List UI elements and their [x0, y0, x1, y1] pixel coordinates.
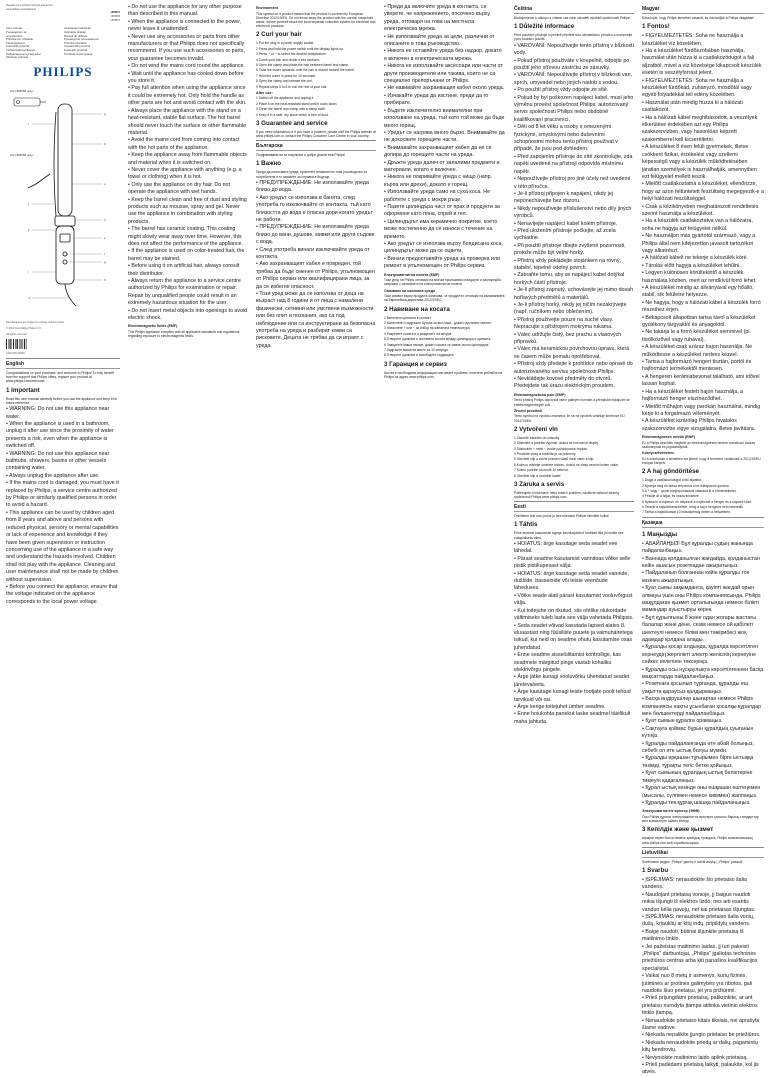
czech-paragraph: • Je-li přístroj připojen k napájení, nikdy jej neponechávejte bez dozoru. — [514, 190, 614, 205]
bulgarian-curl-step: 6 Завъртете маша нагоре, докато косата се навие около цилиндъра. — [384, 342, 490, 347]
english-intro: Congratulations on your purchase, and welcome to Philips! To fully benefit from the support that Philips offers, register your product at www.philips.com/welcome. — [6, 370, 114, 384]
english-paragraph: • Avoid the mains cord from coming into contact with the hot parts of the appliance. — [128, 137, 240, 151]
marker-d: d — [104, 217, 106, 222]
bulgarian-paragraph: • Цилиндърът има керамично покритие, което може постепенно да се износи с течение на времето. — [384, 218, 498, 240]
hungarian-paragraph: • Ha a készüléket festett hajon használja, a hajformázó henger elszíneződhet. — [642, 388, 744, 403]
kazakh-paragraph: • Құралды әрқашан тұғырымен бірге ыстыққа төзімді, тұрақты тегіс бетке қойыңыз. — [642, 755, 754, 769]
bulgarian-guarantee-heading: 3 Гаранция и сервиз — [384, 360, 447, 368]
hungarian-paragraph: • Ha a hálózati kábel meghibásodott, a veszélyek elkerülése érdekében azt egy Philips szakszervizben, vagy hasonlóan képzett szakemberrel kell kicseréltetni. — [642, 114, 758, 143]
legend-item: Korisnički priručnik — [6, 44, 30, 49]
lithuanian-paragraph: • Jei pažeistas maitinimo laidas, jį turi pakeisti „Philips“ darbuotojai, „Philips“ įgaliotas techninės priežiūros centras arba kiti panašios kvalifikacijos specialistai. — [642, 943, 758, 972]
czech-paragraph: • Přístroj vždy pokládejte stojánkem na rovný, stabilní, tepelně odolný povrch. — [514, 257, 621, 271]
czech-curl-step: 1 Zasuňte zástrčku do zásuvky. — [514, 435, 560, 440]
english-paragraph: • When the appliance is used in a bathroom, unplug it after use since the proximity of water presents a risk, even when the appliance is switched off. — [6, 421, 114, 450]
lithuanian-intro: Sveikiname įsigijus „Philips“ gaminį ir sveiki atvykę į „Philips“ pasaulį! — [642, 859, 743, 864]
bulgarian-intro: Поздравяваме ви за покупката и добре дошли във Philips! — [256, 153, 346, 158]
english-paragraph: • Before using it on artificial hair, always consult their distributor. — [128, 263, 240, 277]
after-step: 4 Keep it in a safe, dry place which is free of dust. — [256, 112, 329, 117]
english-guarantee-text: If you need information or if you have a problem, please visit the Philips website at www.philips.com or contact the Philips Customer Care Centre in your country. — [256, 129, 376, 138]
bulgarian-curl-step: 1 Включете щепсела в контакт. — [384, 315, 432, 320]
english-paragraph: • WARNING: Do not use this appliance near water. — [6, 406, 110, 420]
english-paragraph: • Never use any accessories or parts from other manufacturers or that Philips does not specifically recommend. If you use such accessories or parts, your guarantee becomes invalid. — [128, 33, 245, 62]
legend-item: Посібник користувача — [64, 51, 93, 56]
hungarian-paragraph: • Tárolás előtt hagyja a készüléket lehűlni. — [642, 262, 741, 269]
bulgarian-paragraph: • Уредът се нагрява много бързо. Внимавайте да не докосвате горещите части. — [384, 129, 505, 144]
kazakh-paragraph: • Сақтауға қоймас бұрын құралдың суығанын күтіңіз. — [642, 725, 754, 740]
kazakh-paragraph: • АБАЙЛАҢЫЗ! Бұл құралды судың жанында пайдаланбаңыз. — [642, 540, 753, 555]
lithuanian-paragraph: • Naudojant prietaisą vonioje, jį baigus naudoti reikia išjungti iš elektros lizdo, nes arti esantis vanduo kelia pavojų, net kai prietaisas išjungtas. — [642, 891, 756, 913]
lithuanian-paragraph: • ĮSPĖJIMAS: nenaudokite prietaiso šalia vonių, dušų, kriauklių ar kitų indų, pripildytų vandens. — [642, 913, 755, 928]
lithuanian-paragraph: • ĮSPĖJIMAS: nenaudokite šio prietaiso šalia vandens. — [642, 876, 747, 891]
czech-paragraph: • Přístroj používejte pouze na suché vlasy. Nepracujte s přístrojem mokrýma rukama. — [514, 316, 614, 331]
czech-curl-heading: 2 Vytvoření vln — [514, 425, 558, 433]
legend-item: Ръководство за — [6, 30, 27, 35]
hungarian-paragraph: • FIGYELMEZTETÉS: Soha ne használja a készüléket fürdőkád, zuhanyzó, mosdótál vagy egyéb folyadékkal teli edény közelében. — [642, 77, 752, 99]
english-paragraph: • Pay full attention when using the appliance since it could be extremely hot. Only hold the handle as other parts are hot and avoid contact with the skin. — [128, 85, 247, 107]
bulgarian-paragraph: • Използвайте уреда само на суха коса. Не работете с уреда с мокри ръце. — [384, 189, 491, 203]
czech-paragraph: • Děti od 8 let věku a osoby s omezenými fyzickými, smyslovými nebo duševními schopnostmi mohou tento přístroj používat v případě, že jsou pod dohledem. — [514, 124, 618, 153]
curl-step: 9 Repeat steps 5 to 8 to curl the rest of your hair. — [256, 84, 328, 89]
column-3 — [252, 0, 380, 994]
english-paragraph: • When the appliance is connected to the power, never leave it unattended. — [128, 18, 242, 33]
bulgarian-paragraph: • Не използвайте уреда за цели, различни от описаните в това ръководство. — [384, 33, 495, 48]
kazakh-paragraph: • Басқа өндірушілер шығарған немесе Philips компаниясы нақты ұсынбаған қосалқы құралдар мен бөлшектерді пайдаланбаңыз. — [642, 696, 761, 718]
philips-logo: PHILIPS — [33, 63, 93, 79]
legend-item: Kasutusjuhend — [6, 40, 25, 45]
lang-heading-kazakh: Қазақша — [642, 520, 764, 528]
czech-paragraph: • Přístroj vždy předejte k prohlídce nebo opravě do autorizovaného servisu společnosti Philips. — [514, 361, 633, 375]
marker-a: a — [104, 111, 106, 116]
curler-illustration — [6, 84, 122, 312]
legend-item: Lietošanas instrukcija — [64, 26, 91, 31]
register-url[interactable]: www.philips.com/welcome — [6, 8, 37, 12]
estonian-intro: Õnnitleme teid ostu puhul ja tere tulemast Philipsi klientide hulka! — [514, 514, 609, 519]
marker-g: g — [104, 259, 106, 264]
marker-f: f — [104, 251, 105, 256]
bulgarian-curl-step: 5 Отворете щипката и поставете косата между цилиндъра и щипката. — [384, 337, 492, 342]
czech-paragraph: • Nenavíjejte napájecí kabel kolem přístroje. — [514, 220, 618, 227]
legend-item: Felhasználói kézikönyв — [6, 48, 35, 53]
legend-item: Пайдаланушы нұсқаулығы — [6, 51, 41, 56]
czech-paragraph: • Nepoužívejte přístroj pro jiné účely než uvedené v této příručce. — [514, 176, 631, 190]
hungarian-curl-step: 2 Nyomja meg és tartsa lenyomva a be-/kikapcsoló gombot. — [642, 483, 730, 488]
czech-paragraph: • Před zapojením přístroje do sítě zkontrolujte, zda napětí uvedené na přístroji odpovídá místnímu napětí. — [514, 153, 633, 175]
kazakh-paragraph: • Құралды осы нұсқаулықта көрсетілгеннен басқа мақсаттарда пайдаланбаңыз. — [642, 666, 764, 680]
bulgarian-paragraph: • Дръжте уреда далеч от запалими предмети и материали, когато е включен. — [384, 159, 500, 173]
language-legend — [6, 27, 120, 59]
curl-step: 5 Open the clamp and place the hair between barrel and clamp. — [256, 62, 349, 67]
hungarian-paragraph: • Ne hagyja, hogy a hálózati kábel a készülék forró részeihez érjen. — [642, 299, 761, 314]
bulgarian-curl-step: 2 Натиснете и задръжте бутона за вкл./изкл., докато дисплеят светне. — [384, 321, 492, 326]
czech-paragraph: • Válec udržujte čistý, bez prachu a vlasových přípravků. — [514, 331, 622, 346]
legend-item: User manual — [6, 26, 22, 31]
hungarian-paragraph: • Ha a készülék csatlakoztatva van a hálózatra, soha ne hagyja azt felügyelet nélkül. — [642, 218, 753, 232]
lithuanian-paragraph: • Baigę naudoti, būtinai išjunkite prietaisą iš maitinimo tinklo. — [642, 928, 744, 943]
legend-item: Manual de utilizare — [64, 33, 88, 38]
czech-paragraph: • Pokud přístroj používáte v koupelně, odpojte po použití jeho síťovou zástrčku ze zásuvky. — [514, 57, 630, 72]
czech-curl-step: 7 Kulmu podržte na místě 10 sekund. — [514, 468, 569, 473]
lithuanian-paragraph: • Vaikai nuo 8 metų ir asmenys, kurių fizinės, jutiminės ar protinės galimybės yra ribotos, gali naudotis šiuo prietaisu, jei yra prižiūrimi. — [642, 973, 753, 995]
column-5 — [510, 0, 638, 994]
divider — [256, 140, 376, 141]
kazakh-paragraph: • Бұл құрылғыны 8 және одан жоғары жастағы балалар және дене, сезім немесе ой қабілеті шектеулі немесе білімі мен тәжірибесі жоқ адамдар қолдана алады. — [642, 614, 757, 643]
kazakh-paragraph: • Қуат сымын құралға орамаңыз. — [642, 718, 723, 725]
bulgarian-emf-text: Този уред на Philips отговаря на всички приложими стандарти и разпоредби, свързани с излагането на електромагнитни полета. — [384, 278, 502, 287]
english-paragraph: • Never cover the appliance with anything (e.g. a towel or clothing) when it is hot. — [128, 166, 242, 181]
figure-label-mid: (for HP8658 only) — [10, 152, 34, 157]
english-emf-text: This Philips appliance complies with all applicable standards and regulations regarding exposure to electromagnetic fields. — [128, 330, 240, 339]
kazakh-paragraph: • Құрал ыстық кезінде оны ешқашан ештеңемен (мысалы, сүлгімен немесе киіммен) жаппаңыз. — [642, 785, 761, 799]
english-paragraph: • Keep the barrel clean and free of dust and styling products such as mousse, spray and gel. Never use the appliance in combination with styling products. — [128, 196, 247, 225]
kazakh-paragraph: • Пайдаланып болғаннан кейін құралды ток көзінен ажыратыңыз. — [642, 570, 750, 584]
estonian-paragraph: • Seda seadet võivad kasutada lapsed alates 8. eluaastast ning füüsiliste puuete ja vaimuhäiretega isikud, kui neid on seadme ohutu kasutamise osas juhendatud. — [514, 622, 633, 651]
legend-item: потребителя — [6, 33, 23, 38]
english-paragraph: • Do not insert metal objects into openings to avoid electric shock. — [128, 307, 248, 322]
bulgarian-paragraph: Преди да използвате уреда, прочетете внимателно това ръководство за потребителя и го запазете за справка в бъдеще. — [256, 170, 367, 179]
hungarian-env-text: Ez a szimbólum a terméken azt jelenti, hogy a termékre vonatkozik a 2012/19/EU európai irányelv. — [642, 456, 761, 465]
kazakh-paragraph: • Құралды пайдаланғанда өте абай болыңыз, себебі ол өте ыстық болуы мүмкін. — [642, 740, 754, 755]
czech-paragraph: • VAROVÁNÍ: Nepoužívejte přístroj v blízkosti van, sprch, umyvadel nebo jiných nádob s vodou. — [514, 72, 633, 86]
model-number: HP8657 — [110, 10, 120, 14]
kazakh-paragraph: • Розеткаға қосылып тұрғанда, құралды еш уақытта қараусыз қалдырмаңыз. — [642, 681, 749, 695]
hungarian-paragraph: • Bekapcsolt állapotban tartsa távol a készüléket gyúlékony tárgyaktól és anyagoktól. — [642, 314, 756, 329]
czech-curl-step: 5 Otevřete klip a vložte pramen vlasů mezi válec a klip. — [514, 457, 595, 462]
english-paragraph: • Only use the appliance on dry hair. Do not operate the appliance with wet hands. — [128, 181, 230, 196]
kazakh-emf-heading: Электромагниттік өрістер (ЭМӨ) — [642, 809, 700, 814]
lang-heading-lithuanian: Lietuviškai — [642, 850, 764, 858]
hungarian-paragraph: • A hálózati kábelt ne tekerje a készülék köré. — [642, 255, 749, 262]
hungarian-paragraph: • FIGYELMEZTETÉS: Soha ne használja a készüléket víz közelében. — [642, 33, 744, 47]
bulgarian-paragraph: • Внимавайте захранващият кабел да не се допира до горещите части на уреда. — [384, 144, 492, 159]
czech-env-text: Tento symbol na výrobku znamená, že se na výrobek vztahuje směrnice EU 2012/19/EU. — [514, 414, 625, 423]
after-step: 1 Switch off the appliance and unplug it. — [256, 96, 315, 101]
czech-paragraph: • Při použití přístroje dbejte zvýšené pozornosti, protože může být velmi horký. — [514, 242, 626, 257]
marker-l: l — [28, 269, 29, 274]
curl-step: 8 Open the clamp and release the curl. — [256, 79, 313, 84]
lithuanian-paragraph: • Nevyniokite maitinimo laido aplink prietaisą. — [642, 1054, 748, 1061]
marker-c: c — [104, 181, 106, 186]
bulgarian-paragraph: • ПРЕДУПРЕЖДЕНИЕ: Не използвайте уреда близо до вани, душове, мивки или други съдове с вода. — [256, 224, 375, 246]
english-curl-heading: 2 Curl your hair — [256, 31, 302, 39]
english-paragraph: • Always place the appliance with the stand on a heat-resistant, stable flat surface. The hot barrel should never touch the surface or other flammable material. — [128, 107, 247, 136]
bulgarian-paragraph: • Винаги предоставяйте уреда за проверка или ремонт в упълномощен от Philips сервиз. — [384, 255, 501, 270]
english-paragraph: • Always unplug the appliance after use. — [6, 472, 100, 479]
czech-paragraph: • Nevkládejte kovové předměty do otvorů. Předejdete tak úrazu elektrickým proudem. — [514, 376, 615, 390]
czech-paragraph: Před použitím přístroje si pečlivě přečtěte tuto uživatelskou příručku a uschovejte ji pro budoucí použití. — [514, 33, 633, 42]
register-line: Register your product and get support at — [6, 4, 53, 7]
hungarian-curl-step: 3 A + vagy − gomb megnyomásával válassza ki a hőmérsékletet. — [642, 488, 737, 493]
model-block — [6, 11, 120, 24]
bulgarian-emf-heading: Електромагнитни полета (EMF) — [384, 272, 440, 277]
rights: All rights reserved. — [6, 333, 28, 337]
kazakh-section-important: 1 Маңызды — [642, 530, 678, 538]
hungarian-paragraph: • A készüléket kizárólag Philips hivatalos szakszervizbe vigye vizsgálatra, illetve javításra. — [642, 418, 756, 432]
bulgarian-paragraph: • Този уред може да се използва от деца на възраст над 8 години и от лица с намалени физически, сетивни или умствени възможности или без опит и познания, ако са под наблюдение или са инструктирани за безопасна употреба на уреда и разбират какви са рисковете. Децата не трябва да си играят с уреда. — [256, 291, 376, 349]
kazakh-guarantee-heading: 3 Кепілдік және қызмет — [642, 826, 714, 834]
after-step: 2 Place it on the heat-resistant stand until it cools down. — [256, 101, 338, 106]
czech-curl-step: 8 Otevřete klip a uvolněte kadeř. — [514, 473, 562, 478]
marker-h: h — [104, 277, 106, 282]
marker-m: m — [28, 295, 31, 300]
bulgarian-curl-heading: 2 Навиване на косата — [384, 305, 450, 313]
hungarian-paragraph: • Mielőtt műhajon vagy parókán használná, mindig kérje ki a forgalmazó véleményét. — [642, 403, 761, 417]
estonian-paragraph: • Ärge kasutage kunagi teiste tootjate poolt tehtud tarvikuid või osi. — [514, 689, 631, 703]
english-paragraph: • If the appliance is used on color-treated hair, the barrel may be stained. — [128, 248, 245, 262]
bulgarian-paragraph: • Изчакайте уреда да изстине, преди да го прибирате. — [384, 92, 489, 107]
hungarian-section-important: 1 Fontos! — [642, 23, 670, 31]
bulgarian-paragraph: • Ако уредът се използва върху боядисана коса, цилиндърът може да се оцвети. — [384, 241, 503, 255]
legend-item: Příručka pro uživatele — [6, 37, 34, 42]
czech-curl-step: 6 Kulmou otáčejte směrem nahoru, dokud se vlasy neoviní kolem válce. — [514, 462, 619, 467]
hungarian-curl-step: 4 Fésülje át a haját, és ossza tincsekre. — [642, 494, 700, 499]
czech-paragraph: • VAROVÁNÍ: Nepoužívejte tento přístroj v blízkosti vody. — [514, 42, 634, 57]
hungarian-paragraph: • A készüléket 8 éven felüli gyermekek, illetve csökkent fizikai, érzékelési vagy szellemi képességű vagy a készülék működtetésében járatlan személyek is használhatják, amennyiben ezt felügyelet mellett teszik. — [642, 144, 757, 180]
english-paragraph: • Always return the appliance to a service centre authorized by Philips for examination or repair. Repair by unqualified people could result in an extremely hazardous situation for the user. — [128, 278, 241, 307]
marker-e: e — [104, 235, 106, 240]
hungarian-intro: Köszönjük, hogy Philips terméket vásárolt, és üdvözöljük a Philips világában! — [642, 16, 755, 20]
bulgarian-paragraph: • Ако уредът се използва в банята, след употреба го изключвайте от контакта, тъй като близостта до вода е опасна дори когато уредът не работи. — [256, 194, 374, 223]
estonian-paragraph: • Ärge jätke kunagi vooluvõrku ühendatud seadet järelevalveta. — [514, 674, 630, 688]
english-paragraph: • The barrel has ceramic coating. This coating might slowly wear away over time. However, this does not affect the performance of the appliance. — [128, 226, 244, 247]
lithuanian-section-important: 1 Svarbu — [642, 866, 669, 874]
bulgarian-paragraph: • Бъдете изключително внимателни при използване на уреда, тъй като той може да бъде много горещ. — [384, 107, 505, 129]
estonian-paragraph: • Võtke seade alati pärast kasutamist vooluvõrgust välja. — [514, 592, 633, 607]
hungarian-paragraph: • Tartsa a hajformázó hengert tisztán, portól és hajformázó termékektől mentesen. — [642, 359, 752, 373]
spec-notice: Specifications are subject to change without notice — [6, 321, 65, 325]
divider — [6, 358, 120, 359]
divider — [642, 847, 764, 848]
english-emf-heading: Electromagnetic fields (EMF) — [128, 324, 178, 329]
czech-emf-text: Tento přístroj Philips odpovídá všem platným normám a předpisům týkajícím se elektromagnetických polí. — [514, 398, 630, 407]
divider — [514, 501, 634, 502]
estonian-paragraph: • Enne hoiukohta panekut laske seadmel täielikult maha jahtuda. — [514, 711, 631, 725]
czech-curl-step: 3 Stisknutím + nebo − zvolte požadovanou teplotu. — [514, 446, 589, 451]
estonian-paragraph: • Pärast seadme kasutamist vannitoas võtke selle pistik pistikupesast välja. — [514, 555, 631, 570]
bulgarian-paragraph: • Никога не покривайте уреда с нищо (напр. кърпа или дрехи), докато е горещ. — [384, 174, 493, 188]
lithuanian-paragraph: • Niekada nenaudokite priedų ar dalių, pagamintų kitų bendrovių. — [642, 1039, 758, 1054]
hungarian-curl-heading: 2 A haj göndörítése — [642, 468, 699, 476]
hungarian-paragraph: • A készüléket csak száraz hajon használja. Ne működtesse a készüléket nedves kézzel. — [642, 344, 753, 358]
czech-guarantee-text: Potřebujete-li informace nebo máte-li problém, navštivte webové stránky společnosti Philips www.philips.com. — [514, 490, 620, 500]
bulgarian-env-text: Този символ върху продукта означава, че продуктът отговаря на изискванията на Европейска директива 2012/19/ЕС. — [384, 294, 505, 303]
lithuanian-paragraph: • Prieš padėdami prietaisą laikyti, palaukite, kol jis atvės. — [642, 1062, 759, 1076]
kazakh-paragraph: • Ваннада қолданылған жағдайда, қолданыстан кейін ашасын розеткадан ажыратыңыз. — [642, 555, 760, 569]
marker-k: k — [28, 227, 30, 232]
hungarian-paragraph: • Használat után mindig húzza ki a hálózati csatlakozót. — [642, 99, 743, 114]
czech-curl-step: 4 Pročešte vlasy a rozdělte je na prameny. — [514, 452, 577, 457]
kazakh-paragraph: • Құралды тек құрғақ шашқа пайдаланыңыз. — [642, 799, 751, 806]
lithuanian-paragraph: • Prieš prijungdami prietaisą, patikrinkite, ar ant prietaiso nurodyta įtampa atitinka vietinio elektros tinklo įtampą. — [642, 995, 758, 1017]
bulgarian-curl-step: 3 Натиснете + или − за избор на желаната температура. — [384, 326, 471, 331]
column-6 — [638, 0, 768, 1076]
model-variant-2: HP8657 — [110, 19, 120, 23]
bulgarian-paragraph: • Не навивайте захранващия кабел около уреда. — [384, 85, 505, 92]
czech-paragraph: • Nikdy nepoužívejte příslušenství nebo díly jiných výrobců. — [514, 205, 632, 220]
kazakh-paragraph: • Қуат сымы зақымданса, қауіпті жағдай орын алмауы үшін оны Philips компаниясында, Philips мақұлдаған қызмет орталығында немесе білікті мамандар ауыстыруы керек. — [642, 585, 761, 614]
hungarian-paragraph: • Ha a készüléket fürdőszobában használja, használat után húzza ki a csatlakozódugót a fali aljzatból, mivel a víz közelsége kikapcsolt készülék esetén is veszélyforrást jelent. — [642, 48, 762, 77]
kazakh-guarantee-text: Ақпарат керек болса немесе қиындық туындаса, Philips компаниясының www.philips.com веб-торабына кіріңіз. — [642, 836, 753, 845]
hungarian-emf-text: Ez a Philips készülék megfelel az elektromágneses terekre vonatkozó összes szabványnak és jogszabálynak. — [642, 440, 756, 449]
czech-paragraph: • Před uložením přístroje počkejte, až zcela vychladne. — [514, 227, 616, 242]
estonian-paragraph: • HOIATUS: ärge kasutage seda seadet vee lähedal. — [514, 541, 618, 555]
hungarian-paragraph: • A készüléket mindig az állványával egy hőálló, stabil, sík felületre helyezze. — [642, 285, 754, 299]
czech-paragraph: • Zabraňte tomu, aby se napájecí kabel dotýkal horkých částí přístroje. — [514, 272, 625, 286]
kazakh-emf-text: Осы Philips құралы электромагниттік өрістерге қатысты барлық стандарттар мен ережелерге сәйкес келеді. — [642, 814, 759, 824]
czech-paragraph: • Válec má keramickou povrchovou úpravu, která se časem může pomalu opotřebovat. — [514, 346, 630, 360]
kazakh-paragraph: • Қуат сымының құралдың ыстық бөліктеріне тимеуін қадағалаңыз. — [642, 770, 753, 784]
figure-label-top: (for HP8658 only) — [10, 88, 34, 93]
estonian-paragraph: • Enne seadme sisselülitamist kontrollige, kas seadmele märgitud pinge vastab kohaliku elektrivõrgu pingele. — [514, 652, 621, 673]
column-2 — [124, 0, 252, 994]
hungarian-paragraph: • Csak a kézikönyvben meghatározott rendeltetés szerint használja a készüléket. — [642, 203, 759, 217]
english-paragraph: • Do not use the appliance for any other purpose than described in this manual. — [128, 4, 242, 18]
legend-item: Vartotojo vadovas — [6, 55, 29, 60]
estonian-paragraph: • Kui toitejuhe on rikutud, siis ohtlike olukordade vältimiseks tuleb lasta see välja vahetada Philipsis. — [514, 607, 634, 622]
marker-b: b — [104, 141, 106, 146]
hungarian-paragraph: • Ne takarja le a forró készüléket semmivel (pl. törölközővel vagy ruhával). — [642, 329, 752, 343]
hungarian-curl-step: 6 Tekerje a hajsütővasat felfelé, amíg a haj a hengerre nem tekeredik. — [642, 505, 744, 510]
czech-paragraph: • Je-li přístroj horký, nikdy jej ničím nezakrývejte (např. ručníkem nebo oblečením). — [514, 302, 627, 316]
curl-step: 2 Press and hold the power switch until the display lights up. — [256, 46, 344, 51]
english-paragraph: • Before you connect the appliance, ensure that the voltage indicated on the appliance corresponds to the local power voltage. — [6, 583, 118, 605]
english-section-important: 1 Important — [6, 386, 40, 394]
hungarian-curl-step: 7 Tartsa a hajsütővasat 10 másodpercig ebben a helyzetben. — [642, 510, 731, 515]
curl-step: 7 Hold the curler in place for 10 seconds. — [256, 73, 316, 78]
czech-guarantee-heading: 3 Záruka a servis — [514, 480, 565, 488]
legend-item: Instrukcja obsługi — [64, 30, 86, 35]
footer-block — [6, 321, 120, 355]
kazakh-paragraph: • Құралды қосар алдында, құралда көрсетілген кернеудің жергілікті электр желісінің кернеуіне сәйкес келетінін тексеріңіз. — [642, 644, 758, 666]
curl-step: 4 Comb your hair and divide it into sections. — [256, 57, 320, 62]
barcode-icon — [6, 339, 28, 349]
after-step: 3 Clean the barrel and clamp with a damp cloth. — [256, 107, 326, 112]
bulgarian-paragraph: • ПРЕДУПРЕЖДЕНИЕ: Не използвайте уреда близо до вода. — [256, 179, 369, 194]
hungarian-curl-step: 5 Nyissa ki a csipeszt, és helyezze a hajtincset a henger és a csipesz közé. — [642, 499, 753, 504]
czech-curl-step: 2 Stiskněte a podržte vypínač, dokud se nerozsvítí displej. — [514, 441, 599, 446]
bulgarian-curl-step: 8 Отворете щипката и освободете къдрицата. — [384, 353, 455, 358]
bulgarian-paragraph: • След употреба винаги изключвайте уреда от контакта. — [256, 246, 370, 260]
english-paragraph: • Do not wind the mains cord round the appliance. — [128, 63, 245, 70]
hungarian-paragraph: • Ne használjon más gyártótól származó, vagy a Philips által nem kifejezetten javasolt tartozékot vagy alkatrészt. — [642, 233, 756, 254]
lang-heading-estonian: Eesti — [514, 504, 634, 512]
english-paragraph: • This appliance can be used by children aged from 8 years and above and persons with reduced physical, sensory or mental capabilities or lack of experience and knowledge if they have been given supervision or instruction concerning use of the appliance in a safe way and understand the hazards involved. Children shall not play with the appliance. Cleaning and user maintenance shall not be made by children without supervision. — [6, 509, 119, 583]
model-variant-1: HP8658 — [110, 14, 120, 18]
lang-heading-english: English — [6, 361, 120, 369]
czech-paragraph: • Pokud by byl poškozen napájecí kabel, musí jeho výměnu provést společnost Philips, autorizovaný servis společnosti Philips nebo obdobně kvalifikovaní pracovníci. — [514, 94, 634, 123]
hungarian-paragraph: • Legyen különösen körültekintő a készülék használata közben, mert az rendkívül forró lehet. — [642, 270, 757, 284]
english-paragraph: • Wait until the appliance has cooled down before you store it. — [128, 70, 244, 85]
curl-step: 1 Put the plug in a power supply socket. — [256, 41, 315, 46]
english-paragraph: • Keep the appliance away from flammable objects and material when it is switched on. — [128, 152, 247, 166]
czech-emf-heading: Elektromagnetická pole (EMP) — [514, 392, 566, 397]
bulgarian-guarantee-text: Ако ви е необходима информация или имате проблем, посетете уебсайта на Philips на адрес www.philips.com. — [384, 370, 503, 379]
lang-heading-hungarian: Magyar — [642, 6, 764, 14]
lang-heading-bulgarian: Български — [256, 143, 376, 151]
after-use-heading: After use: — [256, 90, 273, 95]
bulgarian-paragraph: • Пазете цилиндъра чист от прах и продукти за оформяне като пяна, спрей и гел. — [384, 203, 500, 218]
bulgarian-paragraph: • Ако захранващият кабел е повреден, той трябва да бъде сменен от Philips, упълномощен от Philips сервиз или квалифицирани лица, за да се избегне опасност. — [256, 261, 375, 290]
english-paragraph: • WARNING: Do not use this appliance near bathtubs, showers, basins or other vessels containing water. — [6, 450, 110, 472]
estonian-section-important: 1 Tähtis — [514, 521, 538, 529]
lithuanian-paragraph: • Niekada nepalikite įjungto prietaiso be priežiūros. — [642, 1032, 761, 1039]
curler-drawing — [28, 104, 76, 306]
english-env-heading: Environment — [256, 6, 278, 10]
hungarian-emf-heading: Elektromágneses mezők (EMF) — [642, 435, 695, 440]
document-code: 3140 035 30333 — [6, 351, 25, 355]
divider — [642, 517, 764, 518]
hungarian-paragraph: • A hengeren kerámiabevonat található, ami idővel lassan kophat. — [642, 373, 760, 388]
marker-i: i — [28, 121, 29, 126]
czech-env-heading: Životní prostředí — [514, 408, 543, 413]
curl-step: 6 Twist the curler upwards, until the hair is wound around the barrel. — [256, 68, 355, 73]
bulgarian-paragraph: • Преди да включите уреда в контакта, се уверете, че напрежението, посочено върху уреда, отговаря на това на местната електрическа мрежа. — [384, 4, 490, 33]
bulgarian-paragraph: • Никога не използвайте аксесоари или части от други производители или такива, които не са специално препоръчани от Philips. — [384, 63, 503, 85]
hungarian-paragraph: • Mielőtt csatlakoztatná a készüléket, ellenőrizze, hogy az azon feltüntetett feszültség megegyezik-e a helyi hálózati feszültséggel. — [642, 181, 764, 203]
bulgarian-env-heading: Опазване на околната среда — [384, 288, 436, 293]
detail-sketch — [14, 98, 46, 106]
bulgarian-curl-step: 4 Разресете косата и я разделете на кичури. — [384, 331, 453, 336]
english-guarantee-heading: 3 Guarantee and service — [256, 119, 328, 127]
hungarian-curl-step: 1 Dugja a csatlakozódugót a fali aljzatba. — [642, 478, 702, 483]
column-cover — [0, 0, 124, 994]
legend-item: Uporabniški priročnik — [64, 44, 91, 49]
bulgarian-section-important: 1 Важно — [256, 160, 281, 168]
hungarian-env-heading: Környezetvédelem — [642, 451, 674, 456]
lithuanian-paragraph: • Nenaudokite prietaiso kitais tikslais, nei aprašyta šiame vadove. — [642, 1017, 760, 1032]
english-section-intro: Read this user manual carefully before you use the appliance and keep it for future reference. — [6, 396, 118, 405]
estonian-paragraph: • HOIATUS: ärge kasutage seda seadet vannide, duššide, basseinide või teiste veenõude läheduses. — [514, 570, 629, 592]
legend-item: Príručka užívateľa — [64, 40, 87, 45]
estonian-paragraph: Enne seadme kasutamist lugege kasutusjuhend hoolikalt läbi ja hoidke see edaspidiseks alles. — [514, 531, 624, 540]
legend-item: Korisnički priručnik — [64, 48, 88, 53]
legend-item: Руководство пользователя — [64, 37, 99, 42]
lang-heading-czech: Čeština — [514, 6, 634, 14]
english-env-text: This symbol on a product means that the product is covered by European Directive 2012/19/EU. Do not throw away the product with the normal household waste. Inform yourself about the local separate collection system for electrical and electronic products. — [256, 11, 376, 29]
english-paragraph: • If the mains cord is damaged, you must have it replaced by Philips, a service centre authorized by Philips or similarly qualified persons in order to avoid a hazard. — [6, 480, 119, 509]
column-4 — [380, 0, 510, 994]
bulgarian-curl-step: 7 Задръжте маша на място за 10 секунди. — [384, 347, 449, 352]
czech-paragraph: • Je-li přístroj zapnutý, uchovávejte jej mimo dosah hořlavých předmětů a materiálů. — [514, 287, 634, 301]
marker-j: j — [28, 201, 29, 206]
czech-intro: Blahopřejeme k nákupu a vítáme vás mezi uživateli výrobků společnosti Philips! — [514, 16, 631, 20]
bulgarian-paragraph: • Никога не оставяйте уреда без надзор, докато е включен в електрическата мрежа. — [384, 48, 502, 62]
czech-section-important: 1 Důležité informace — [514, 23, 575, 31]
curl-step: 3 Press + or − to select the desired temperature. — [256, 52, 327, 57]
estonian-paragraph: • Ärge kerige toitejuhet ümber seadme. — [514, 703, 606, 710]
copyright: © 2014 Koninklijke Philips N.V. — [6, 327, 42, 331]
czech-paragraph: • Po použití přístroj vždy odpojte ze sítě. — [514, 87, 609, 94]
